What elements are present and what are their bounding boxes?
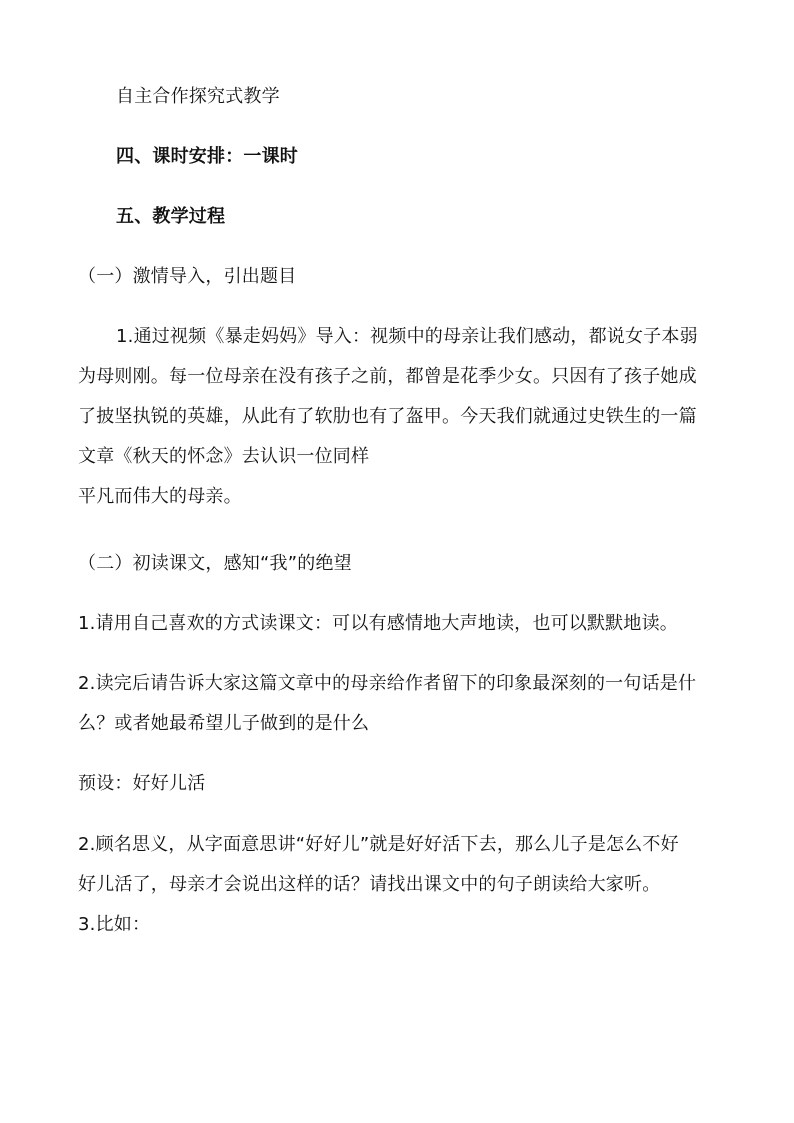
teaching-method-line: 自主合作探究式教学 bbox=[116, 86, 280, 107]
paragraph-line: 了披坚执锐的英雄，从此有了软肋也有了盔甲。今天我们就通过史铁生的一篇 bbox=[78, 406, 697, 427]
preset-answer-line: 预设：好好儿活 bbox=[78, 773, 206, 794]
list-item-line: 好儿活了，母亲才会说出这样的话？请找出课文中的句子朗读给大家听。 bbox=[78, 874, 661, 895]
subsection-heading-first-reading: （二）初读课文，感知“我”的绝望 bbox=[78, 553, 352, 574]
list-item-line: 3.比如： bbox=[78, 914, 151, 935]
list-item-line: 2.顾名思义，从字面意思讲“好好儿”就是好好活下去，那么儿子是怎么不好 bbox=[78, 834, 679, 855]
section-heading-process: 五、教学过程 bbox=[116, 206, 226, 227]
list-item-line: 么？或者她最希望儿子做到的是什么 bbox=[78, 713, 370, 734]
subsection-heading-intro: （一）激情导入，引出题目 bbox=[78, 266, 297, 287]
paragraph-line: 1.通过视频《暴走妈妈》导入：视频中的母亲让我们感动，都说女子本弱 bbox=[116, 326, 698, 347]
paragraph-line: 为母则刚。每一位母亲在没有孩子之前，都曾是花季少女。只因有了孩子她成 bbox=[78, 366, 697, 387]
list-item-line: 2.读完后请告诉大家这篇文章中的母亲给作者留下的印象最深刻的一句话是什 bbox=[78, 673, 697, 694]
paragraph-line: 平凡而伟大的母亲。 bbox=[78, 486, 242, 507]
list-item-line: 1.请用自己喜欢的方式读课文：可以有感情地大声地读，也可以默默地读。 bbox=[78, 613, 678, 634]
section-heading-schedule: 四、课时安排：一课时 bbox=[116, 146, 298, 167]
paragraph-line: 文章《秋天的怀念》去认识一位同样 bbox=[78, 446, 370, 467]
